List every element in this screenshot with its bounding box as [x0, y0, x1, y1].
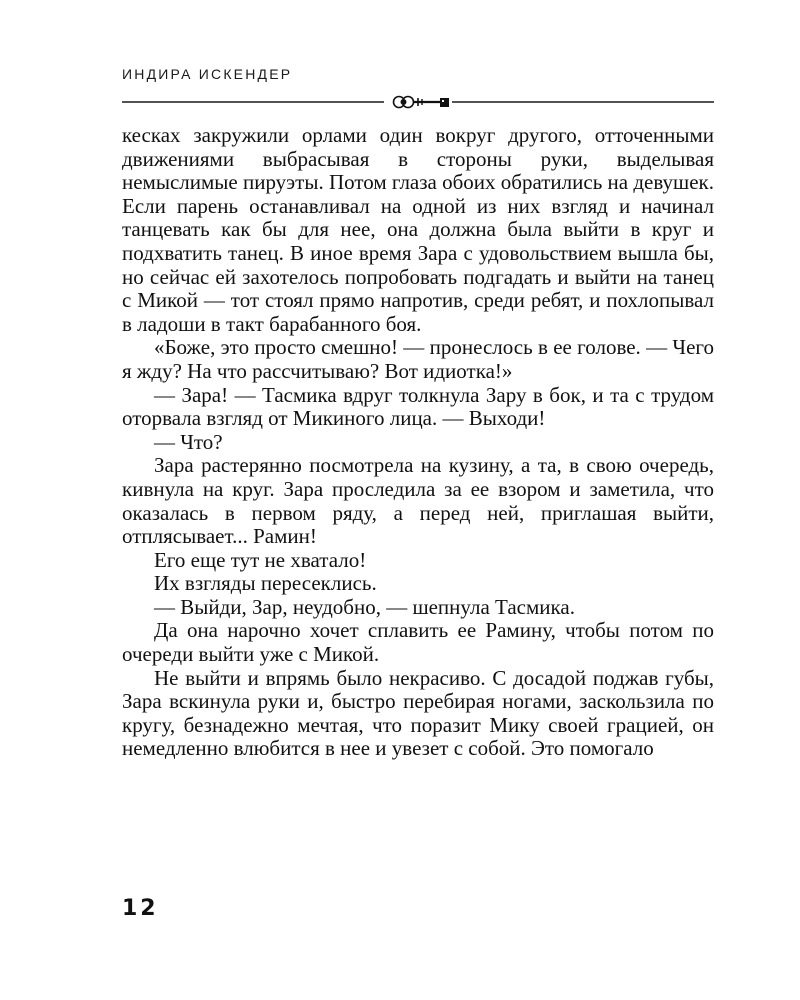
paragraph: — Что?	[154, 429, 223, 454]
paragraph: Зара растерянно посмотрела на кузину, а та, в свою очередь, кивнула на круг. Зара проследила за ее взором и заметила, что оказалась в первом ряду, а перед ней, приглашая выйти, отплясывает... Рамин!	[122, 453, 714, 549]
key-ornament-icon	[384, 93, 452, 111]
paragraph: — Выйди, Зар, неудобно, — шепнула Тасмика.	[154, 594, 575, 619]
paragraph: Их взгляды пересеклись.	[154, 571, 377, 596]
header-rule	[122, 92, 714, 112]
page-number: 12	[122, 896, 159, 921]
paragraph: Его еще тут не хватало!	[154, 547, 367, 572]
running-head-author: ИНДИРА ИСКЕНДЕР	[122, 66, 293, 82]
paragraph: — Зара! — Тасмика вдруг толкнула Зару в бок, и та с трудом оторвала взгляд от Микиного лица. — Выходи!	[122, 382, 714, 431]
paragraph: «Боже, это просто смешно! — пронеслось в ее голове. — Чего я жду? На что рассчитываю? Вот идиотка!»	[122, 335, 714, 383]
paragraph: кесках закружили орлами один вокруг другого, отточенными движениями выбрасывая в стороны руки, выделывая немыслимые пируэты. Потом глаза обоих обратились на девушек. Если парень останавливал на одной из них взгляд и начинал танцевать как бы для нее, она должна была выйти в круг и подхватить танец. В иное время Зара с удовольствием вышла бы, но сейчас ей захотелось попробовать подгадать и выйти на танец с Микой — тот стоял прямо напротив, среди ребят, и похлопывал в ладоши в такт барабанного боя.	[122, 123, 714, 336]
body-text	[122, 124, 714, 761]
paragraph: Не выйти и впрямь было некрасиво. С досадой поджав губы, Зара вскинула руки и, быстро перебирая ногами, заскользила по кругу, безнадежно мечтая, что поразит Мику своей грацией, он немедленно влюбится в нее и увезет с собой. Это помогало	[122, 665, 714, 761]
paragraph: Да она нарочно хочет сплавить ее Рамину, чтобы потом по очереди выйти уже с Микой.	[122, 618, 714, 667]
